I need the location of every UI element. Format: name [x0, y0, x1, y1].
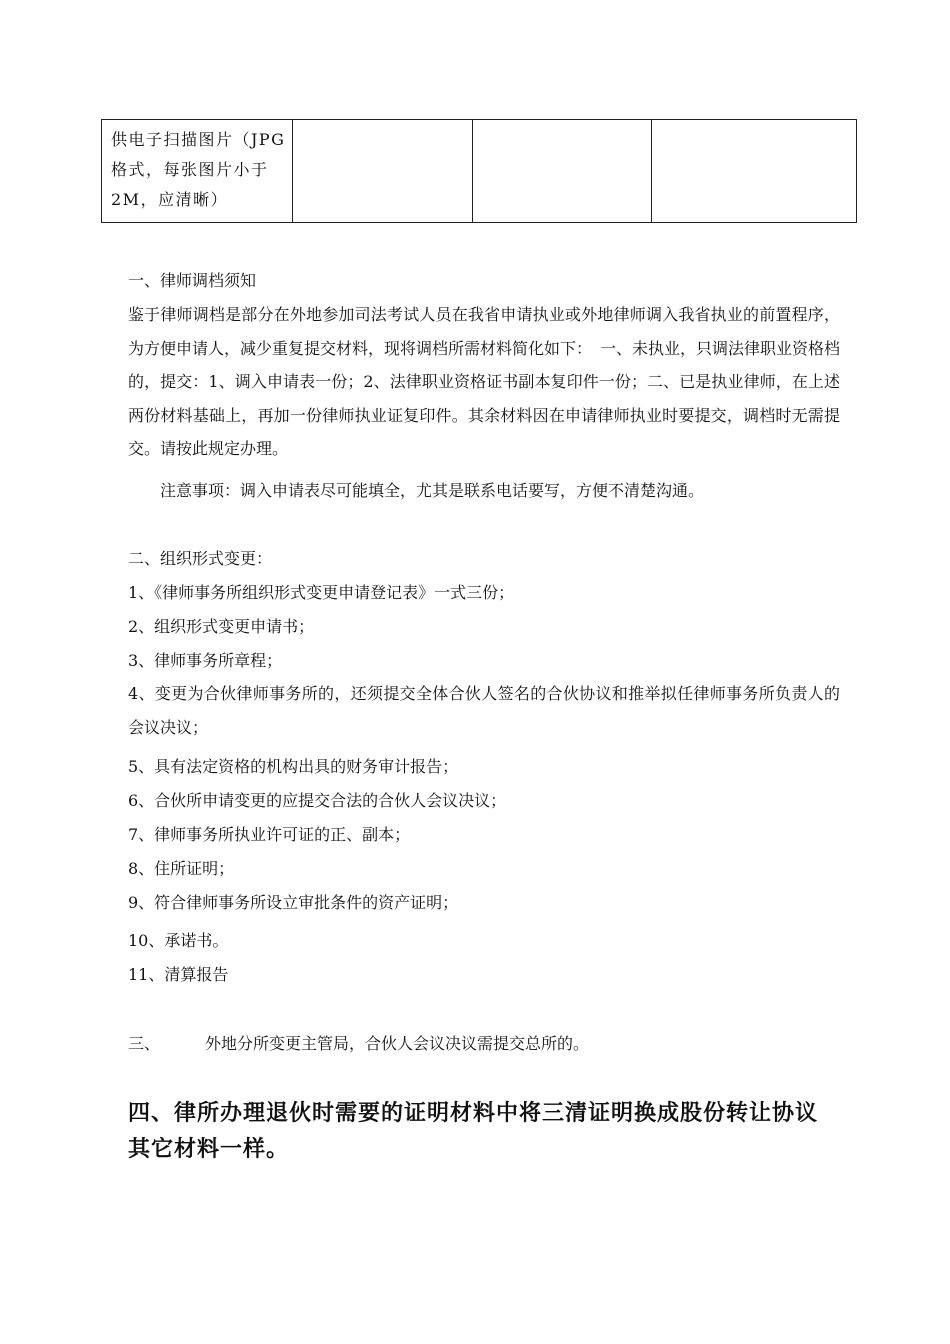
- table-cell: [293, 120, 473, 223]
- list-item: 10、承诺书。: [128, 931, 229, 950]
- table-cell: [652, 120, 857, 223]
- section3-number: 三、: [128, 1034, 161, 1053]
- section1-body: 鉴于律师调档是部分在外地参加司法考试人员在我省申请执业或外地律师调入我省执业的前置程序，为方便申请人，减少重复提交材料，现将调档所需材料简化如下： 一、未执业，只调法律职业资格档的，提交：1、调入申请表一份；2、法律职业资格证书副本复印件一份；二、已是执业律师，在上述两份材料基础上，再加一份律师执业证复印件。其余材料因在申请律师执业时要提交，调档时无需提交。请按此规定办理。: [128, 305, 841, 459]
- list-item: 4、变更为合伙律师事务所的，还须提交全体合伙人签名的合伙协议和推举拟任律师事务所负责人的会议决议；: [128, 684, 840, 737]
- table-cell-text: 供电子扫描图片（JPG 格式，每张图片小于 2M，应清晰）: [111, 130, 286, 209]
- list-item: 9、符合律师事务所设立审批条件的资产证明；: [128, 893, 459, 912]
- section2-title: 二、组织形式变更：: [128, 549, 273, 568]
- list-item: 6、合伙所申请变更的应提交合法的合伙人会议决议；: [128, 791, 507, 810]
- section1-note: 注意事项：调入申请表尽可能填全，尤其是联系电话要写，方便不清楚沟通。: [160, 481, 705, 500]
- list-item: 7、律师事务所执业许可证的正、副本；: [128, 825, 411, 844]
- list-item: 5、具有法定资格的机构出具的财务审计报告；: [128, 757, 459, 776]
- list-item: 11、清算报告: [128, 965, 229, 984]
- section1-title: 一、律师调档须知: [128, 271, 257, 290]
- table-cell: [473, 120, 652, 223]
- list-item: 1、《律师事务所组织形式变更申请登记表》一式三份；: [128, 583, 515, 602]
- materials-table-fragment: [101, 119, 857, 223]
- list-item: 8、住所证明；: [128, 859, 235, 878]
- section3-text: 外地分所变更主管局，合伙人会议决议需提交总所的。: [205, 1034, 590, 1053]
- section4-text: 四、律所办理退伙时需要的证明材料中将三清证明换成股份转让协议其它材料一样。: [128, 1100, 819, 1162]
- table-cell: [102, 120, 293, 223]
- list-item: 3、律师事务所章程；: [128, 651, 283, 670]
- list-item: 2、组织形式变更申请书；: [128, 617, 315, 636]
- table-row: [102, 120, 857, 223]
